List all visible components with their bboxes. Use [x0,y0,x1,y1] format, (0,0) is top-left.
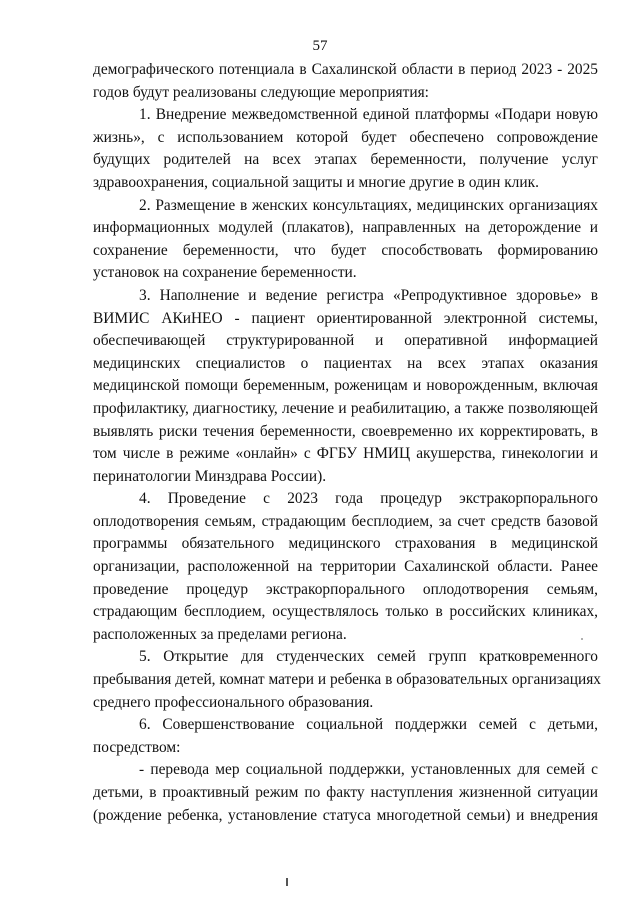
text-line: 4. Проведение с 2023 года процедур экстракорпорального [139,490,598,508]
paragraph [93,104,598,194]
text-line: 1. Внедрение межведомственной единой платформы «Подари новую [139,106,598,124]
text-line: будущих родителей на всех этапах беременности, получение услуг [93,151,598,169]
text-line: профилактику, диагностику, лечение и реабилитацию, а также позволяющей [93,399,598,417]
text-line: 3. Наполнение и ведение регистра «Репродуктивное здоровье» в [139,286,598,304]
text-line: том числе в режиме «онлайн» с ФГБУ НМИЦ акушерства, гинекологии и [93,445,598,463]
page-number: 57 [312,38,328,54]
text-line: годов будут реализованы следующие мероприятия: [93,83,429,101]
text-line: (рождение ребенка, установление статуса многодетной семьи) и внедрения [93,806,598,824]
paragraph [93,714,598,759]
text-line: расположенных за пределами региона. [93,625,347,643]
text-line: оплодотворения семьям, страдающим бесплодием, за счет средств базовой [93,512,598,530]
document-body [93,59,601,827]
text-line: страдающим бесплодием, осуществлялось только в российских клиниках, [93,603,598,621]
text-line: пребывания детей, комнат матери и ребенка в образовательных организациях [93,671,601,689]
text-line: установок на сохранение беременности. [93,264,357,282]
paragraph [93,59,598,104]
scan-speck [581,638,583,640]
paragraph [93,285,598,488]
text-line: сохранение беременности, что будет способствовать формированию [93,241,598,259]
text-line: демографического потенциала в Сахалинской области в период 2023 - 2025 [93,61,598,78]
text-line: жизнь», с использованием которой будет обеспечено сопровождение [93,128,598,146]
paragraph [93,759,598,827]
text-line: организации, расположенной на территории Сахалинской области. Ранее [93,558,598,576]
text-line: перинатологии Минздрава России). [93,467,327,485]
text-line: 5. Открытие для студенческих семей групп кратковременного [139,648,598,666]
text-line: медицинской помощи беременным, роженицам и новорожденным, включая [93,377,598,395]
text-line: проведение процедур экстракорпорального оплодотворения семьям, [93,580,598,598]
text-line: медицинских специалистов о пациентах на всех этапах оказания [93,354,598,372]
scan-mark [286,878,288,886]
text-line: информационных модулей (плакатов), направленных на деторождение и [93,219,598,237]
paragraph [93,488,598,646]
paragraph [93,195,598,285]
text-line: выявлять риски течения беременности, своевременно их корректировать, в [93,422,598,440]
text-line: 2. Размещение в женских консультациях, медицинских организациях [139,196,598,214]
text-line: - перевода мер социальной поддержки, установленных для семей с [139,761,598,779]
text-line: здравоохранения, социальной защиты и многие другие в один клик. [93,173,539,191]
paragraph [93,646,601,714]
text-line: среднего профессионального образования. [93,693,374,711]
text-line: 6. Совершенствование социальной поддержки семей с детьми, [139,716,598,734]
text-line: обеспечивающей структурированной и оперативной информацией [93,332,598,350]
text-line: программы обязательного медицинского страхования в медицинской [93,535,598,553]
text-line: ВИМИС АКиНЕО - пациент ориентированной электронной системы, [93,309,598,327]
text-line: детьми, в проактивный режим по факту наступления жизненной ситуации [93,784,598,801]
text-line: посредством: [93,738,181,756]
